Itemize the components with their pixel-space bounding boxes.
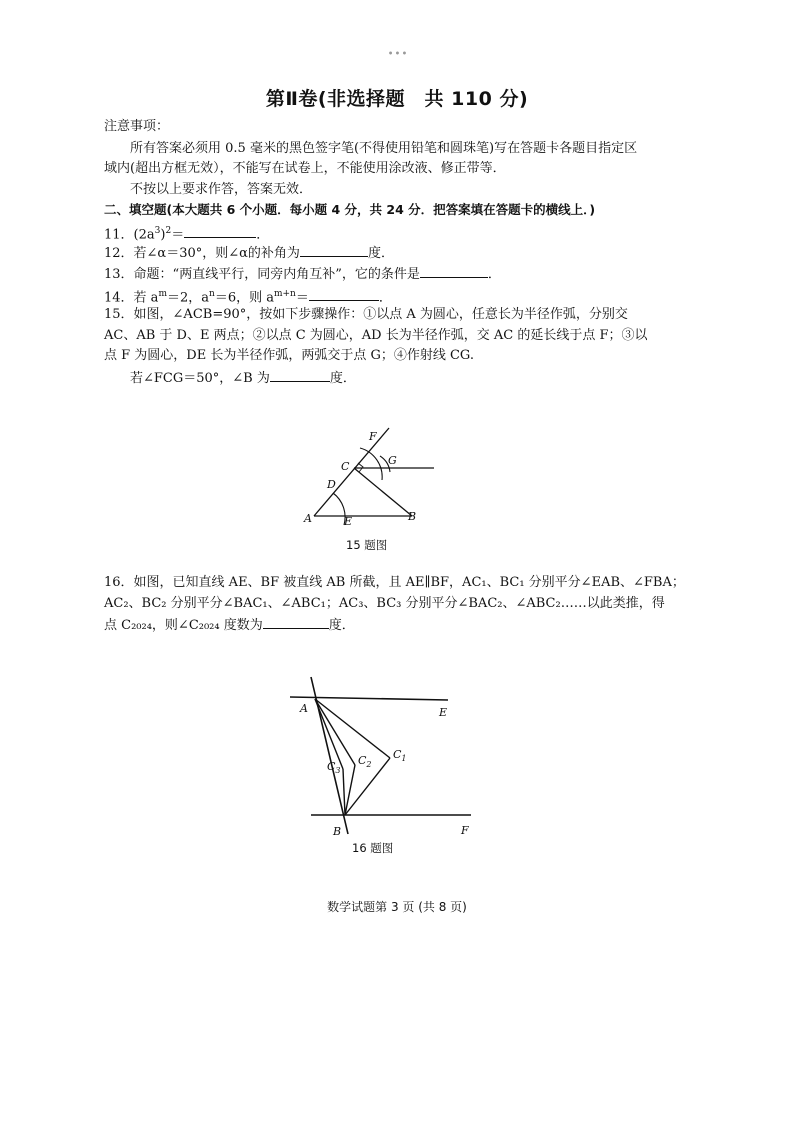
q12-end: 度． — [367, 246, 394, 261]
q15-question: 若∠FCG＝50°，∠B 为 — [130, 371, 270, 386]
label-e: E — [439, 706, 448, 719]
question-15-line-2: AC、AB 于 D、E 两点；②以点 C 为圆心，AD 长为半径作弧，交 AC 的延长线于点 F；③以 — [104, 328, 648, 343]
question-15-line-1: 15．如图，∠ACB=90°，按如下步骤操作：①以点 A 为圆心，任意长为半径作弧，分别交 — [104, 307, 628, 322]
q14-sup-m: m — [158, 289, 167, 299]
q16-answer-blank[interactable] — [263, 614, 329, 629]
q15-answer-blank[interactable] — [270, 367, 330, 382]
figure-16-caption: 16 题图 — [352, 841, 394, 855]
figure-16 — [285, 672, 480, 840]
label-f: F — [369, 430, 377, 443]
label-c1: $C_1$ — [393, 748, 407, 763]
q11-answer-blank[interactable] — [184, 223, 256, 238]
label-a: A — [304, 512, 312, 525]
label-a: A — [300, 702, 308, 715]
question-13 — [104, 263, 501, 285]
label-d: D — [327, 478, 336, 491]
section-title: 第Ⅱ卷(非选择题 共 110 分) — [265, 88, 529, 110]
q13-text: 13．命题：“两直线平行，同旁内角互补”，它的条件是 — [104, 267, 420, 282]
q11-eq: ＝ — [171, 227, 185, 243]
question-16-line-3 — [104, 614, 355, 636]
notice-heading: 注意事项： — [104, 119, 170, 134]
label-b: B — [408, 510, 417, 523]
line-ae — [290, 697, 448, 700]
q14-eq: ＝ — [295, 290, 309, 306]
figure-15-caption: 15 题图 — [346, 538, 388, 552]
q12-text: 12．若∠α＝30°，则∠α的补角为 — [104, 246, 300, 261]
segment-bc2 — [345, 765, 355, 815]
q13-end: ． — [487, 267, 501, 282]
label-f: F — [461, 824, 469, 837]
q14-sup-n: n — [209, 289, 215, 299]
q16-end: 度． — [328, 618, 355, 633]
label-c2: $C_2$ — [358, 754, 372, 769]
q11-paren: ) — [160, 227, 166, 243]
q14-text-3: ＝6，则 a — [214, 290, 274, 306]
label-g: G — [388, 454, 397, 467]
q14-text: 14．若 a — [104, 290, 159, 306]
question-15-line-4 — [130, 367, 356, 389]
q11-expr: (2a — [133, 227, 155, 243]
q14-answer-blank[interactable] — [309, 286, 379, 301]
q13-answer-blank[interactable] — [420, 263, 488, 278]
q11-number: 11． — [104, 227, 134, 243]
label-c3: $C_3$ — [327, 760, 341, 775]
q12-answer-blank[interactable] — [300, 242, 368, 257]
question-12 — [104, 242, 394, 264]
label-e: E — [344, 515, 353, 528]
q15-end: 度． — [329, 371, 356, 386]
q11-sup2: 2 — [165, 226, 172, 236]
q14-end: ． — [378, 290, 392, 306]
q14-sup-mn: m+n — [273, 289, 296, 299]
header-dots: ••• — [387, 49, 409, 60]
notice-line-2: 域内(超出方框无效），不能写在试卷上，不能使用涂改液、修正带等． — [104, 161, 506, 176]
segment-cb — [354, 468, 412, 516]
segment-bc3 — [343, 769, 345, 815]
section-2-heading: 二、填空题(本大题共 6 个小题．每小题 4 分，共 24 分．把答案填在答题卡的横线上．) — [104, 202, 596, 217]
line-acf — [314, 428, 389, 516]
q14-text-2: ＝2，a — [166, 290, 210, 306]
notice-line-1: 所有答案必须用 0.5 毫米的黑色签字笔(不得使用铅笔和圆珠笔)写在答题卡各题目指定区 — [130, 141, 638, 156]
label-b: B — [333, 825, 342, 838]
q16-question: 点 C₂₀₂₄，则∠C₂₀₂₄ 度数为 — [104, 618, 263, 633]
question-16-line-1: 16．如图，已知直线 AE、BF 被直线 AB 所截，且 AE∥BF，AC₁、BC₁ 分别平分∠EAB、∠FBA； — [104, 575, 685, 590]
notice-line-3: 不按以上要求作答，答案无效． — [130, 182, 313, 197]
segment-ac2 — [315, 699, 355, 765]
page-footer: 数学试题第 3 页 (共 8 页) — [327, 900, 467, 914]
figure-15 — [300, 420, 450, 532]
question-15-line-3: 点 F 为圆心，DE 长为半径作弧，两弧交于点 G；④作射线 CG. — [104, 348, 474, 363]
question-16-line-2: AC₂、BC₂ 分别平分∠BAC₁、∠ABC₁；AC₃、BC₃ 分别平分∠BAC₂、∠ABC₂……以此类推，得 — [104, 596, 665, 611]
q11-sup: 3 — [154, 226, 161, 236]
q11-end: ． — [256, 227, 270, 243]
label-c: C — [341, 460, 350, 473]
